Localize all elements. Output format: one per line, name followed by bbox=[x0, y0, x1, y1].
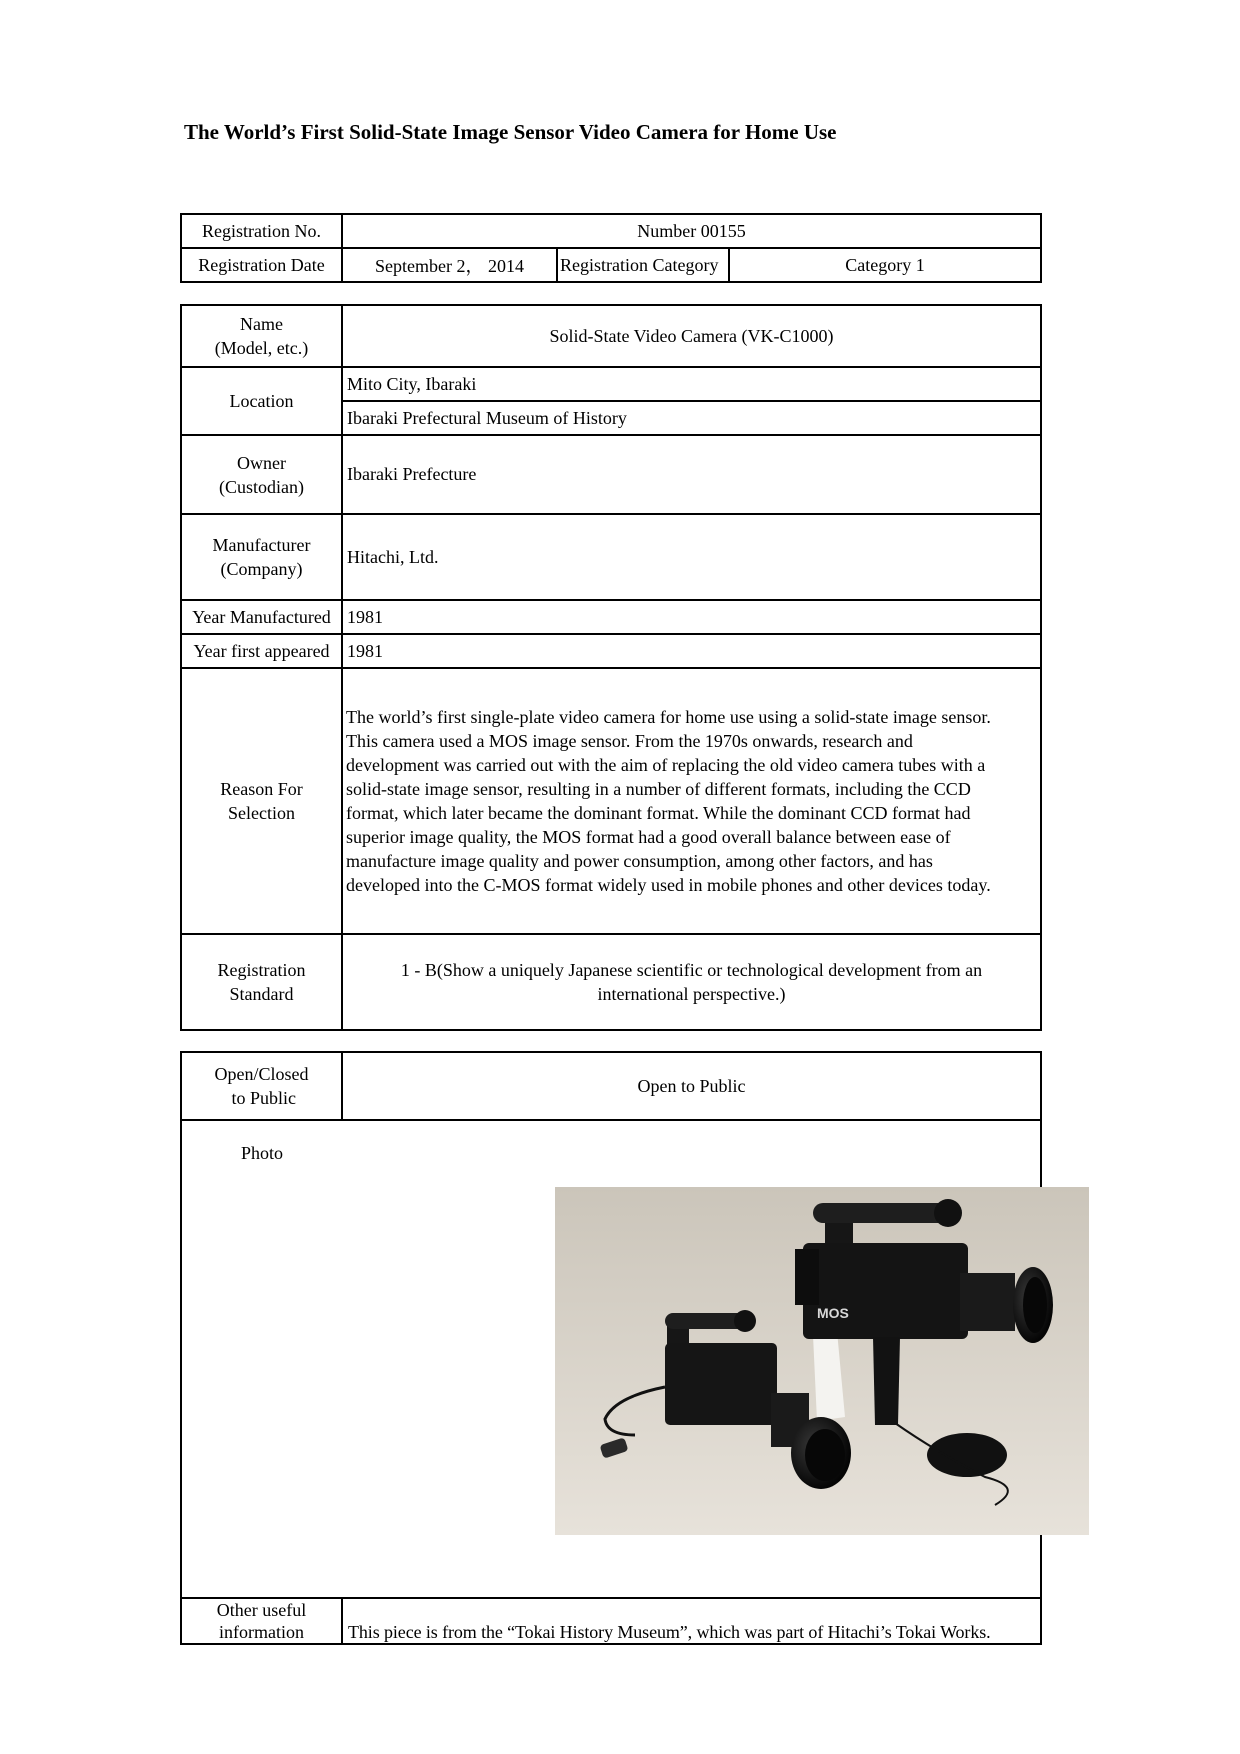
registration-category-value: Category 1 bbox=[729, 248, 1041, 282]
camera-photo bbox=[555, 1187, 1089, 1535]
other-info-label: Other useful information bbox=[181, 1598, 342, 1644]
registration-no-label: Registration No. bbox=[181, 214, 342, 248]
owner-label: Owner (Custodian) bbox=[181, 435, 342, 514]
reason-line: This camera used a MOS image sensor. From the 1970s onwards, research and bbox=[346, 731, 913, 751]
photo-cell bbox=[181, 1120, 1041, 1598]
reason-line: manufacture image quality and power consumption, among other factors, and has bbox=[346, 851, 933, 871]
owner-value: Ibaraki Prefecture bbox=[342, 435, 1041, 514]
location-museum: Ibaraki Prefectural Museum of History bbox=[342, 401, 1041, 435]
reason-line: development was carried out with the aim of replacing the old video camera tubes with a bbox=[346, 755, 986, 775]
standard-line: 1 - B(Show a uniquely Japanese scientific or technological development from an bbox=[400, 960, 983, 980]
standard-text bbox=[342, 934, 1041, 1030]
reason-line: solid-state image sensor, resulting in a number of different formats, including the CCD bbox=[346, 779, 971, 799]
reason-line: superior image quality, the MOS format had a good overall balance between ease of bbox=[346, 827, 951, 847]
open-value: Open to Public bbox=[342, 1052, 1041, 1120]
access-table bbox=[180, 1051, 1042, 1645]
manufacturer-label: Manufacturer (Company) bbox=[181, 514, 342, 600]
registration-category-label: Registration Category bbox=[557, 248, 729, 282]
name-label: Name (Model, etc.) bbox=[181, 305, 342, 367]
year-manufactured-label: Year Manufactured bbox=[181, 600, 342, 634]
registration-date-value: September 2， 2014 bbox=[342, 248, 557, 282]
reason-line: developed into the C-MOS format widely used in mobile phones and other devices today. bbox=[346, 875, 991, 895]
year-first-label: Year first appeared bbox=[181, 634, 342, 668]
name-value: Solid-State Video Camera (VK-C1000) bbox=[342, 305, 1041, 367]
reason-line: The world’s first single-plate video camera for home use using a solid-state image sensor. bbox=[346, 707, 991, 727]
year-manufactured-value: 1981 bbox=[342, 600, 1041, 634]
details-table bbox=[180, 304, 1042, 1031]
page-title: The World’s First Solid-State Image Sensor Video Camera for Home Use bbox=[184, 120, 837, 144]
standard-label: Registration Standard bbox=[181, 934, 342, 1030]
reason-line: format, which later became the dominant format. While the dominant CCD format had bbox=[346, 803, 971, 823]
mos-badge: MOS bbox=[817, 1305, 849, 1321]
registration-no-value: Number 00155 bbox=[342, 214, 1041, 248]
photo-label: Photo bbox=[240, 1143, 283, 1163]
open-label: Open/Closed to Public bbox=[181, 1052, 342, 1120]
reason-text bbox=[342, 668, 1041, 934]
manufacturer-value: Hitachi, Ltd. bbox=[342, 514, 1041, 600]
registration-date-label: Registration Date bbox=[181, 248, 342, 282]
standard-line: international perspective.) bbox=[597, 984, 786, 1004]
reason-label: Reason For Selection bbox=[181, 668, 342, 934]
location-city: Mito City, Ibaraki bbox=[342, 367, 1041, 401]
location-label: Location bbox=[181, 367, 342, 435]
registration-table bbox=[180, 213, 1042, 283]
other-info-value: This piece is from the “Tokai History Museum”, which was part of Hitachi’s Tokai Works. bbox=[342, 1598, 1041, 1644]
year-first-value: 1981 bbox=[342, 634, 1041, 668]
